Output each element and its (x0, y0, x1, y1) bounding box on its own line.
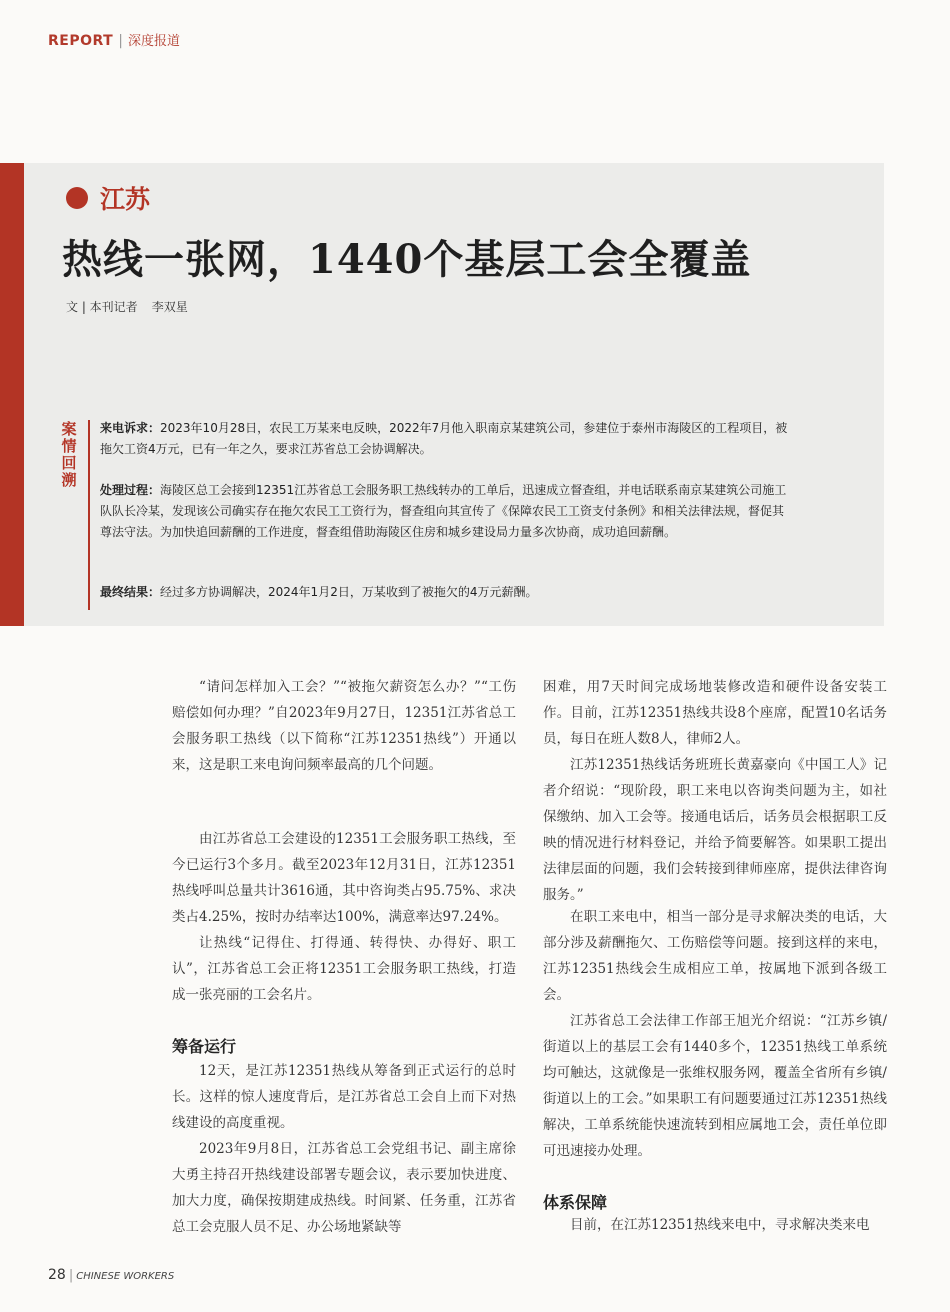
body-paragraph: 目前，在江苏12351热线来电中，寻求解决类来电 (570, 1217, 870, 1233)
body-paragraph: 江苏省总工会法律工作部王旭光介绍说：“江苏乡镇/街道以上的基层工会有1440多个，12351热线工单系统均可触达，这就像是一张维权服务网，覆盖全省所有乡镇/街道以上的工会。”如果职工有问题要通过江苏12351热线解决，工单系统能快速流转到相应属地工会，责任单位即可迅速接办处理。 (543, 1013, 887, 1159)
page-number: 28 (48, 1267, 66, 1283)
body-paragraph: 江苏12351热线话务班班长黄嘉豪向《中国工人》记者介绍说：“现阶段，职工来电以咨询类问题为主，如社保缴纳、加入工会等。接通电话后，话务员会根据职工反映的情况进行材料登记，并给予简要解答。如果职工提出法律层面的问题，我们会转接到律师座席，提供法律咨询服务。” (543, 757, 887, 903)
header-tag (48, 30, 180, 49)
case-divider (88, 420, 90, 610)
report-label: REPORT (48, 33, 114, 49)
footer-separator: | (68, 1268, 74, 1283)
case-complaint (100, 418, 790, 460)
case-result (100, 582, 790, 603)
complaint-text: 2023年10月28日，农民工万某来电反映，2022年7月他入职南京某建筑公司，参建位于泰州市海陵区的工程项目，被拖欠工资4万元，已有一年之久，要求江苏省总工会协调解决。 (100, 421, 788, 456)
case-process (100, 480, 790, 543)
section-label: 深度报道 (127, 34, 180, 49)
section-heading: 筹备运行 (172, 1037, 237, 1056)
region-tag (66, 180, 150, 216)
body-paragraph: 困难，用7天时间完成场地装修改造和硬件设备安装工作。目前，江苏12351热线共设8个座席，配置10名话务员，每日在班人数8人，律师2人。 (543, 679, 887, 747)
body-paragraph: “请问怎样加入工会？”“被拖欠薪资怎么办？”“工伤赔偿如何办理？”自2023年9月27日，12351江苏省总工会服务职工热线（以下简称“江苏12351热线”）开通以来，这是职工来电询问频率最高的几个问题。 (172, 679, 516, 773)
result-label: 最终结果： (100, 585, 161, 599)
publication-name: CHINESE WORKERS (76, 1271, 175, 1282)
body-paragraph: 让热线“记得住、打得通、转得快、办得好、职工认”，江苏省总工会正将12351工会服务职工热线，打造成一张亮丽的工会名片。 (172, 935, 516, 1003)
result-text: 经过多方协调解决，2024年1月2日，万某收到了被拖欠的4万元薪酬。 (160, 585, 538, 599)
body-paragraph: 由江苏省总工会建设的12351工会服务职工热线，至今已运行3个多月。截至2023年12月31日，江苏12351热线呼叫总量共计3616通，其中咨询类占95.75%、求决类占4.25%，按时办结率达100%，满意率达97.24%。 (172, 831, 516, 925)
body-paragraph: 在职工来电中，相当一部分是寻求解决类的电话，大部分涉及薪酬拖欠、工伤赔偿等问题。接到这样的来电，江苏12351热线会生成相应工单，按属地下派到各级工会。 (543, 909, 887, 1003)
process-text: 海陵区总工会接到12351江苏省总工会服务职工热线转办的工单后，迅速成立督查组，并电话联系南京某建筑公司施工队队长冷某，发现该公司确实存在拖欠农民工工资行为，督查组向其宣传了《保障农民工工资支付条例》和相关法律法规，督促其尊法守法。为加快追回薪酬的工作进度，督查组借助海陵区住房和城乡建设局力量多次协商，成功追回薪酬。 (100, 483, 787, 539)
body-paragraph: 12天，是江苏12351热线从筹备到正式运行的总时长。这样的惊人速度背后，是江苏省总工会自上而下对热线建设的高度重视。 (172, 1063, 516, 1131)
header-separator: | (118, 33, 123, 49)
process-label: 处理过程： (100, 483, 161, 497)
hero-accent-bar (0, 163, 24, 626)
case-label: 案情回溯 (61, 420, 77, 489)
byline (66, 298, 188, 315)
region-label: 江苏 (100, 185, 151, 214)
article-title: 热线一张网，1440个基层工会全覆盖 (62, 236, 752, 283)
author-name: 李双星 (151, 300, 188, 314)
page-footer (48, 1264, 174, 1283)
body-paragraph: 2023年9月8日，江苏省总工会党组书记、副主席徐大勇主持召开热线建设部署专题会议，表示要加快进度、加大力度，确保按期建成热线。时间紧、任务重，江苏省总工会克服人员不足、办公场地紧缺等 (172, 1141, 516, 1235)
byline-prefix: 文 | 本刊记者 (66, 300, 138, 314)
complaint-label: 来电诉求： (100, 421, 161, 435)
bullet-dot-icon (66, 187, 88, 209)
section-heading: 体系保障 (543, 1193, 608, 1212)
